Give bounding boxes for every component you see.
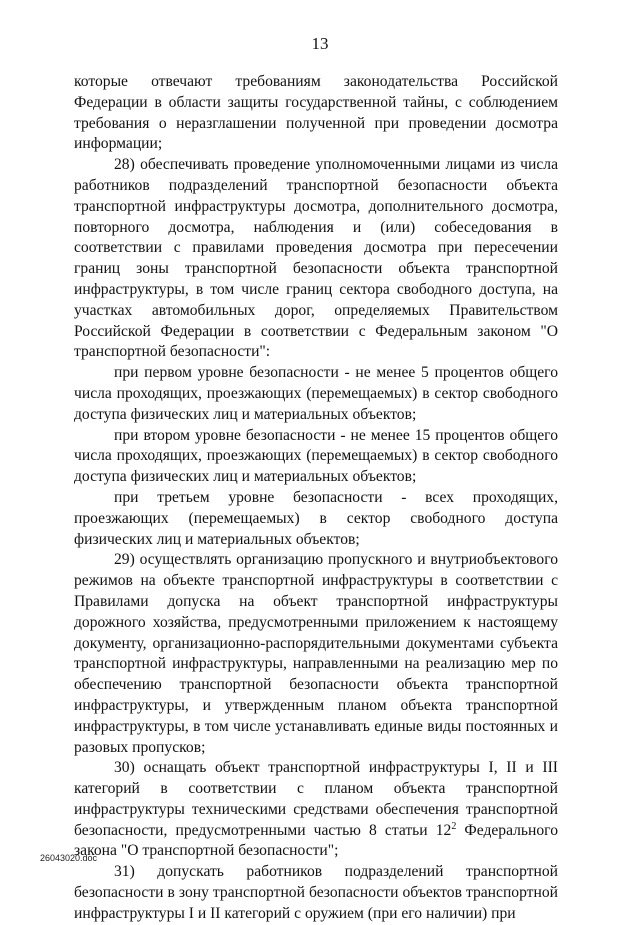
paragraph-security-level-3: при третьем уровне безопасности - всех проходящих, проезжающих (перемещаемых) в сектор свободного доступа физических лиц и материальных объектов; [74,488,558,548]
paragraph-item-30 [74,758,558,862]
paragraph-item-30-text: 30) оснащать объект транспортной инфраструктуры I, II и III категорий в соответствии с планом объекта транспортной инфраструктуры техническими средствами обеспечения транспортной безопасности, предусмотренными частью 8 статьи 12 [74,759,558,839]
document-filename: 26043020.doc [40,853,98,863]
paragraph-security-level-2: при втором уровне безопасности - не менее 15 процентов общего числа проходящих, проезжающих (перемещаемых) в сектор свободного доступа физических лиц и материальных объектов; [74,426,558,486]
page-number: 13 [311,34,329,53]
paragraph-item-29: 29) осуществлять организацию пропускного и внутриобъектового режимов на объекте транспортной инфраструктуры в соответствии с Правилами допуска на объект транспортной инфраструктуры дорожного хозяйства, предусмотренными приложением к настоящему документу, организационно-распорядительными документами субъекта транспортной инфраструктуры, направленными на реализацию мер по обеспечению транспортной безопасности объекта транспортной инфраструктуры, и утвержденным планом объекта транспортной инфраструктуры, в том числе устанавливать единые виды постоянных и разовых пропусков; [74,551,558,756]
article-superscript: 2 [451,820,457,832]
paragraph-item-30-tail: Федерального закона "О транспортной безопасности"; [74,821,558,860]
paragraph-item-31: 31) допускать работников подразделений транспортной безопасности в зону транспортной безопасности объектов транспортной инфраструктуры I и II категорий с оружием (при его наличии) при [74,863,558,922]
paragraph-security-level-1: при первом уровне безопасности - не менее 5 процентов общего числа проходящих, проезжающих (перемещаемых) в сектор свободного доступа физических лиц и материальных объектов; [74,364,558,423]
paragraph-continuation: которые отвечают требованиям законодательства Российской Федерации в области защиты государственной тайны, с соблюдением требования о неразглашении полученной при проведении досмотра информации; [74,73,558,153]
paragraph-item-28: 28) обеспечивать проведение уполномоченными лицами из числа работников подразделений транспортной безопасности объекта транспортной инфраструктуры досмотра, дополнительного досмотра, повторного досмотра, наблюдения и (или) собеседования в соответствии с правилами проведения досмотра при пересечении границ зоны транспортной безопасности объекта транспортной инфраструктуры, в том числе границ сектора свободного доступа, на участках автомобильных дорог, определяемых Правительством Российской Федерации в соответствии с Федеральным законом "О транспортной безопасности": [74,156,558,361]
document-body [74,72,558,925]
